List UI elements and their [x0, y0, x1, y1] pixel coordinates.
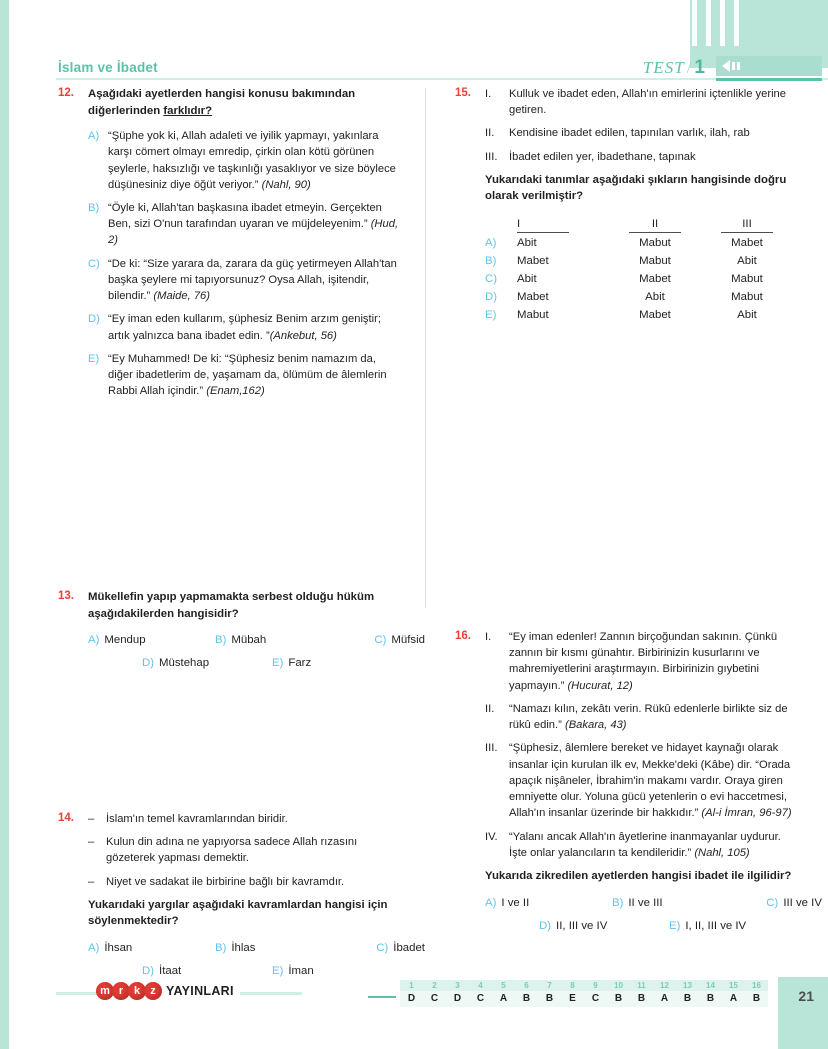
- band-stripe: [692, 0, 697, 46]
- nav-bar-icon: [732, 62, 735, 70]
- publisher-name: YAYINLARI: [166, 984, 234, 998]
- premise-2-text: Kendisine ibadet edilen, tapınılan varlık, ilah, rab: [509, 127, 750, 140]
- option-b-letter: B): [214, 634, 227, 647]
- answer-key-column: [492, 980, 515, 1007]
- logo-letter-r: r: [112, 982, 130, 1000]
- question-14-options: [88, 942, 425, 977]
- option-b-letter: B): [611, 896, 624, 909]
- option-a-letter: A): [485, 896, 497, 909]
- option-c-letter: C): [376, 942, 389, 954]
- question-15-premises: [485, 86, 800, 165]
- question-12-stem-underlined: farklıdır?: [163, 104, 213, 117]
- option-d-cell-1: Mabet: [517, 291, 549, 303]
- test-number: 1: [694, 57, 706, 78]
- question-15-header: [455, 86, 800, 205]
- question-16-prompt: Yukarıda zikredilen ayetlerden hangisi ibadet ile ilgilidir?: [485, 870, 792, 883]
- option-d-text: İtaat: [159, 965, 182, 977]
- option-a-text: [108, 128, 403, 193]
- column-header-3: [701, 215, 793, 234]
- option-b-text: II ve III: [628, 896, 663, 909]
- option-d-cell-2: Abit: [645, 291, 665, 303]
- question-13-options-row-2: [88, 657, 403, 669]
- option-c-letter: C): [88, 257, 100, 270]
- option-a-letter: A): [88, 130, 100, 143]
- question-14-stem: [88, 811, 403, 930]
- option-d[interactable]: [539, 920, 669, 932]
- option-b-cell-3: Abit: [737, 255, 757, 267]
- option-e[interactable]: [88, 351, 403, 400]
- answer-key-column: [423, 980, 446, 1007]
- option-a-letter: A): [485, 237, 497, 249]
- option-b[interactable]: [590, 897, 717, 909]
- premise-1-text: İslam'ın temel kavramlarından biridir.: [106, 813, 288, 825]
- option-c[interactable]: [320, 634, 425, 646]
- nav-bar-icon: [737, 62, 740, 70]
- premise-2: [485, 701, 800, 733]
- option-d-ref: (Ankebut, 56): [269, 329, 337, 342]
- option-e-letter: E): [669, 919, 681, 932]
- option-e-text: I, II, III ve IV: [685, 919, 747, 932]
- question-14-options-row-2: [88, 965, 403, 977]
- answer-key-rule: [368, 996, 396, 998]
- question-13-stem: Mükellefin yapıp yapmamakta serbest olduğu hüküm aşağıdakilerden hangisidir?: [88, 591, 375, 620]
- option-b-letter: B): [88, 202, 100, 214]
- answer-key-column: [630, 980, 653, 1007]
- premise-2-text: Kulun din adına ne yapıyorsa sadece Allah rızasını gözeterek yapması demektir.: [106, 836, 358, 865]
- answer-key-number: 14: [699, 980, 722, 991]
- question-16-options-row-2: [485, 920, 800, 932]
- band-stripe: [720, 0, 725, 46]
- question-15-number: 15.: [455, 87, 471, 99]
- option-d-text: [108, 311, 403, 343]
- premise-2-marker: –: [88, 836, 95, 849]
- footer-rule-right: [240, 992, 302, 995]
- option-e-letter: E): [272, 657, 284, 670]
- option-e[interactable]: [669, 920, 746, 932]
- option-e-text: İman: [288, 965, 314, 977]
- option-a[interactable]: [88, 128, 403, 193]
- option-d-cell-3: Mabut: [731, 291, 763, 303]
- header-divider: [56, 78, 828, 80]
- option-c[interactable]: [88, 256, 403, 305]
- answer-key-column: [515, 980, 538, 1007]
- table-row[interactable]: [485, 288, 793, 306]
- question-13-options-row-1: [88, 634, 425, 647]
- question-16-options-row-1: [485, 896, 822, 909]
- premise-1-body: “Ey iman edenler! Zannın birçoğundan sakının. Çünkü zannın bir kısmı günahtır. Birbirinizin kusurlarını ve mahremiyetlerini araştırmayın. Birbirinizin gıybetini yapmayın.”: [509, 631, 778, 692]
- arrow-left-icon: [722, 60, 730, 72]
- option-a-text: İhsan: [104, 942, 133, 954]
- option-e-text: [108, 351, 403, 400]
- question-13: [58, 589, 425, 680]
- option-a-ref: (Nahl, 90): [261, 178, 311, 191]
- option-d-letter: D): [539, 919, 552, 932]
- question-16-stem: [485, 629, 800, 885]
- answer-key-letter: B: [745, 991, 768, 1007]
- question-14: [58, 811, 425, 988]
- nav-chip-underline: [716, 78, 822, 81]
- option-d-body: “Ey iman eden kullarım, şüphesiz Benim arzım geniştir; artık yalnızca bana ibadet edin. ”: [108, 313, 381, 342]
- answer-key-column: [745, 980, 768, 1007]
- option-c-text: Müfsid: [391, 634, 425, 647]
- option-a-body: “Şüphe yok ki, Allah adaleti ve iyilik yapmayı, yakınlara karşı cömert olmayı emredip, çirkin olan kötü görünen şeylerle, haksızlığı ve taşkınlığı yasaklıyor ve size böylece düşünesiniz diye öğüt veriyor.”: [108, 130, 396, 191]
- question-14-number: 14.: [58, 812, 74, 824]
- option-a-letter: A): [88, 942, 100, 954]
- answer-key-number: 6: [515, 980, 538, 991]
- option-c-text: İbadet: [393, 942, 425, 954]
- premise-4-ref: (Nahl, 105): [694, 846, 750, 859]
- answer-key-letter: B: [676, 991, 699, 1007]
- option-c-cell-2: Mabet: [639, 273, 671, 285]
- premise-2-body: “Namazı kılın, zekâtı verin. Rükû edenlerle birlikte siz de rükû edin.”: [509, 702, 788, 732]
- answer-key-letter: B: [699, 991, 722, 1007]
- answer-key-column: [538, 980, 561, 1007]
- question-16: [455, 629, 822, 943]
- answer-key-column: [699, 980, 722, 1007]
- answer-key-number: 15: [722, 980, 745, 991]
- option-b[interactable]: [193, 634, 320, 646]
- answer-key-letter: A: [653, 991, 676, 1007]
- premise-1-marker: I.: [485, 631, 492, 643]
- option-d-text: II, III ve IV: [556, 919, 608, 932]
- option-e[interactable]: [272, 657, 311, 669]
- prev-page-nav-chip[interactable]: [716, 56, 822, 76]
- option-b-body: “Öyle ki, Allah'tan başkasına ibadet etmeyin. Gerçekten Ben, sizi O'nun tarafından uyaran ve müjdeleyenim.”: [108, 202, 382, 231]
- answer-matrix: [485, 215, 793, 324]
- table-header-row: [485, 215, 793, 234]
- premise-2: [485, 125, 800, 141]
- answer-key-letter: C: [423, 991, 446, 1007]
- answer-key-letter: B: [630, 991, 653, 1007]
- option-a-cell-1: Abit: [517, 237, 537, 249]
- answer-key-column: [469, 980, 492, 1007]
- question-12-stem-text: Aşağıdaki ayetlerden hangisi konusu bakımından diğerlerinden: [88, 88, 356, 117]
- question-15-stem: [485, 86, 800, 205]
- question-16-premises: [485, 629, 800, 861]
- option-e-letter: E): [88, 352, 100, 365]
- option-c-text: [108, 256, 403, 305]
- table-row[interactable]: [485, 270, 793, 288]
- option-a-text: Mendup: [104, 634, 146, 647]
- test-word: TEST: [642, 58, 685, 77]
- option-c-cell-1: Abit: [517, 273, 537, 285]
- answer-key-number: 1: [400, 980, 423, 991]
- answer-key-letter: B: [515, 991, 538, 1007]
- option-a[interactable]: [88, 634, 193, 646]
- premise-4-marker: IV.: [485, 830, 498, 843]
- option-a-text: I ve II: [501, 896, 530, 909]
- option-d[interactable]: [142, 657, 272, 669]
- question-15-options-table: [485, 215, 800, 324]
- option-b-cell-2: Mabut: [639, 255, 671, 267]
- premise-4: [485, 829, 800, 861]
- premise-3-text: [509, 740, 800, 821]
- table-row[interactable]: [485, 234, 793, 252]
- answer-key-column: [446, 980, 469, 1007]
- option-e-letter: E): [485, 309, 497, 321]
- premise-2-text: [509, 701, 800, 733]
- option-b-ref: (Hud, 2): [108, 218, 399, 247]
- answer-key-column: [676, 980, 699, 1007]
- question-12-number: 12.: [58, 87, 74, 99]
- premise-1-ref: (Hucurat, 12): [567, 679, 633, 692]
- premise-3-body: “Şüphesiz, âlemlere bereket ve hidayet kaynağı olarak insanlar için kurulan ilk ev, Mekke'deki (Kâbe) dir. “Orada apaçık nişâneler, İbrahim'in makamı vardır. Oraya giren emniyette olur. Yoluna gücü yetenlerin o evi haccetmesi, Allah'ın insanlar üzerinde bir hakkıdır.”: [509, 742, 791, 820]
- premise-3-marker: III.: [485, 742, 498, 755]
- question-14-header: [58, 811, 403, 930]
- answer-key-number: 12: [653, 980, 676, 991]
- answer-key-letter: D: [400, 991, 423, 1007]
- band-stripe: [734, 0, 739, 46]
- question-12-stem: [88, 86, 403, 119]
- option-b-letter: B): [485, 255, 497, 267]
- question-15-prompt: Yukarıdaki tanımlar aşağıdaki şıkların hangisinde doğru olarak verilmiştir?: [485, 173, 787, 203]
- option-c-letter: C): [374, 634, 387, 647]
- premise-1-marker: –: [88, 813, 95, 825]
- column-divider: [425, 88, 426, 608]
- premise-2: [88, 834, 403, 866]
- band-stripe: [706, 0, 711, 46]
- question-13-number: 13.: [58, 590, 74, 602]
- question-14-options-row-1: [88, 942, 425, 954]
- question-12-options: [88, 128, 403, 400]
- header-blank: [485, 215, 513, 234]
- premise-3-ref: (Al-i İmran, 96-97): [701, 807, 792, 820]
- premise-3-marker: III.: [485, 150, 498, 163]
- answer-key-number: 16: [745, 980, 768, 991]
- logo-letter-k: k: [128, 982, 146, 1000]
- option-b-letter: B): [214, 942, 227, 954]
- premise-2-marker: II.: [485, 127, 495, 140]
- page-number: 21: [798, 988, 814, 1004]
- premise-3-marker: –: [88, 875, 95, 888]
- option-d-letter: D): [142, 657, 155, 670]
- question-16-number: 16.: [455, 630, 471, 642]
- answer-key-number: 10: [607, 980, 630, 991]
- option-d[interactable]: [142, 965, 272, 977]
- option-a-cell-3: Mabet: [731, 237, 763, 249]
- answer-key-letter: D: [446, 991, 469, 1007]
- column-header-1: [513, 215, 609, 234]
- question-12: [58, 86, 403, 407]
- premise-3-text: İbadet edilen yer, ibadethane, tapınak: [509, 150, 696, 163]
- option-e-cell-3: Abit: [737, 309, 757, 321]
- answer-key-column: [653, 980, 676, 1007]
- answer-key-letter: C: [584, 991, 607, 1007]
- option-c-text: III ve IV: [783, 896, 822, 909]
- table-row[interactable]: [485, 306, 793, 324]
- option-b-text: [108, 200, 403, 249]
- table-row[interactable]: [485, 252, 793, 270]
- premise-1: [485, 629, 800, 694]
- option-d[interactable]: [88, 311, 403, 343]
- test-slash: /: [686, 58, 693, 77]
- option-c[interactable]: [717, 897, 822, 909]
- answer-key-number: 5: [492, 980, 515, 991]
- question-14-prompt: Yukarıdaki yargılar aşağıdaki kavramlardan hangisi için söylenmektedir?: [88, 898, 388, 928]
- question-15: [455, 86, 800, 324]
- answer-key-letter: A: [492, 991, 515, 1007]
- premise-3: [485, 740, 800, 821]
- answer-key-number: 7: [538, 980, 561, 991]
- left-edge-gap: [9, 0, 16, 1049]
- column-header-2-label: II: [629, 218, 681, 233]
- option-c-cell-3: Mabut: [731, 273, 763, 285]
- option-d-letter: D): [88, 313, 100, 326]
- option-e-letter: E): [272, 965, 284, 977]
- premise-1: [485, 86, 800, 118]
- option-b-text: İhlas: [231, 942, 256, 954]
- premise-1-text: [509, 629, 800, 694]
- premise-1: [88, 811, 403, 827]
- option-d-text: Müstehap: [159, 657, 210, 670]
- answer-key-number: 4: [469, 980, 492, 991]
- answer-key-column: [400, 980, 423, 1007]
- question-16-header: [455, 629, 800, 885]
- option-e-ref: (Enam,162): [206, 385, 265, 398]
- question-13-header: [58, 589, 403, 622]
- answer-key-letter: B: [607, 991, 630, 1007]
- option-e-body: “Ey Muhammed! De ki: “Şüphesiz benim namazım da, diğer ibadetlerim de, yaşamam da, ölümüm de âlemlerin Rabbi Allah içindir.”: [108, 352, 387, 398]
- answer-key-number: 8: [561, 980, 584, 991]
- logo-letter-m: m: [96, 982, 114, 1000]
- option-a[interactable]: [485, 897, 590, 909]
- premise-4-body: “Yalanı ancak Allah'ın âyetlerine inanmayanlar uydurur. İşte onlar yalancıların ta kendileridir.”: [509, 830, 781, 859]
- premise-3-text: Niyet ve sadakat ile birbirine bağlı bir kavramdır.: [106, 875, 345, 888]
- option-a-cell-2: Mabut: [639, 237, 671, 249]
- question-12-header: [58, 86, 403, 119]
- premise-1-text: Kulluk ve ibadet eden, Allah'ın emirlerini içtenlikle yerine getiren.: [509, 88, 786, 117]
- option-c-ref: (Maide, 76): [153, 290, 210, 303]
- page-title: İslam ve İbadet: [58, 60, 158, 75]
- answer-key-number: 13: [676, 980, 699, 991]
- question-14-premises: [88, 811, 403, 890]
- premise-3: [485, 149, 800, 165]
- option-d-letter: D): [142, 965, 155, 977]
- option-b[interactable]: [193, 942, 320, 954]
- answer-key-column: [561, 980, 584, 1007]
- answer-key-letter: B: [538, 991, 561, 1007]
- answer-key-number: 3: [446, 980, 469, 991]
- answer-key-letter: C: [469, 991, 492, 1007]
- column-header-1-label: I: [517, 218, 569, 233]
- left-edge-decoration: [0, 0, 9, 1049]
- test-label: [643, 57, 706, 79]
- answer-key-letter: A: [722, 991, 745, 1007]
- column-header-3-label: III: [721, 218, 773, 233]
- premise-1-marker: I.: [485, 88, 492, 100]
- answer-key-number: 2: [423, 980, 446, 991]
- option-b[interactable]: [88, 200, 403, 249]
- option-b-text: Mübah: [231, 634, 267, 647]
- answer-key-number: 11: [630, 980, 653, 991]
- option-e-text: Farz: [288, 657, 312, 670]
- option-b-cell-1: Mabet: [517, 255, 549, 267]
- premise-3: [88, 874, 403, 890]
- option-d-letter: D): [485, 291, 498, 303]
- option-e-cell-2: Mabet: [639, 309, 671, 321]
- option-c[interactable]: [320, 942, 425, 954]
- answer-key-column: [584, 980, 607, 1007]
- column-header-2: [609, 215, 701, 234]
- publisher-logo: [96, 982, 234, 1000]
- question-16-options: [485, 896, 822, 932]
- option-e[interactable]: [272, 965, 314, 977]
- option-c-letter: C): [766, 896, 779, 909]
- option-c-body: “De ki: “Size yarara da, zarara da güç yetirmeyen Allah'tan başka şeylere mi tapıyorsunuz? Oysa Allah, işitendir, bilendir.”: [108, 257, 397, 303]
- premise-2-ref: (Bakara, 43): [564, 719, 627, 732]
- premise-4-text: [509, 829, 800, 861]
- option-c-letter: C): [485, 273, 498, 285]
- answer-key-column: [722, 980, 745, 1007]
- logo-letter-z: z: [144, 982, 162, 1000]
- premise-2-marker: II.: [485, 702, 495, 715]
- answer-key-column: [607, 980, 630, 1007]
- option-e-cell-1: Mabut: [517, 309, 549, 321]
- answer-key-number: 9: [584, 980, 607, 991]
- answer-key-letter: E: [561, 991, 584, 1007]
- option-a-letter: A): [88, 634, 100, 647]
- question-13-options: [88, 634, 425, 670]
- answer-key: [400, 980, 768, 1007]
- option-a[interactable]: [88, 942, 193, 954]
